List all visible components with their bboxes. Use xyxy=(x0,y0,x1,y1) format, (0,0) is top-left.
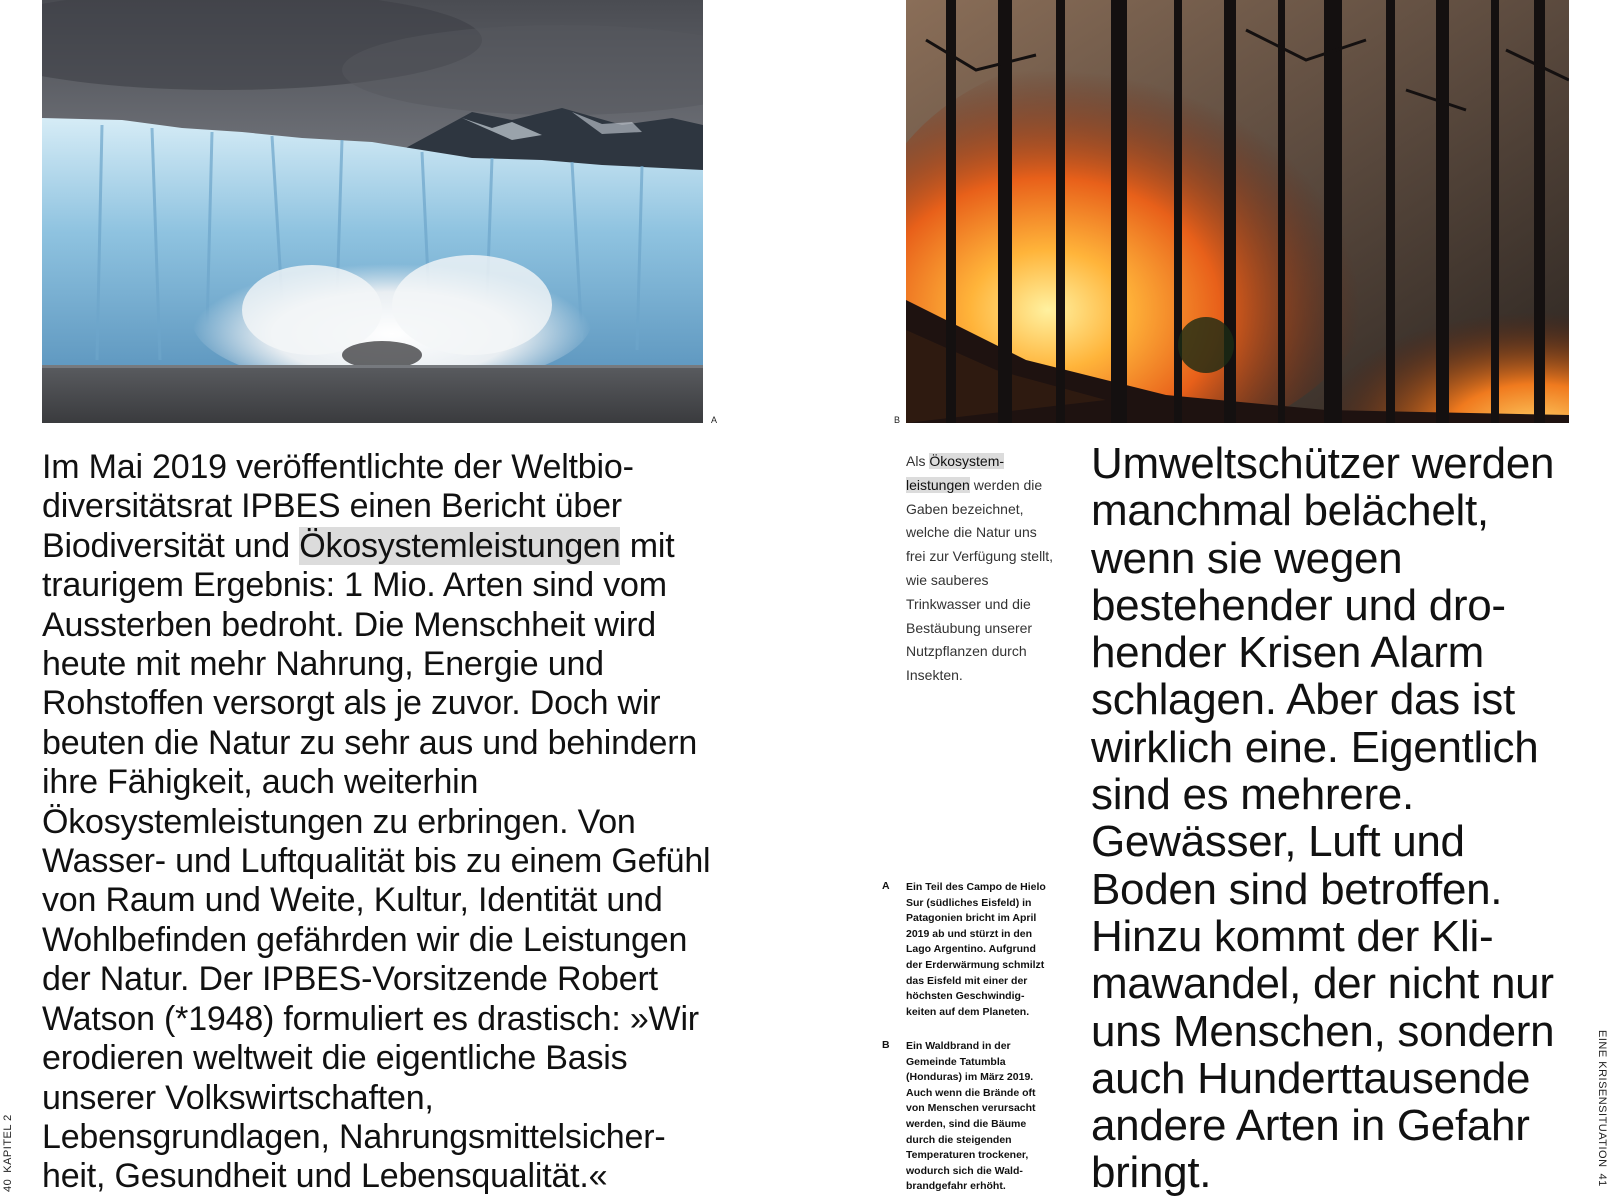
page-number-left: 40 xyxy=(2,1178,14,1192)
page-number-right: 41 xyxy=(1596,1173,1608,1187)
section-label: EINE KRISENSITUATION xyxy=(1596,1030,1608,1168)
figure-letter-a: A xyxy=(711,415,718,425)
chapter-label: KAPITEL 2 xyxy=(2,1114,14,1173)
running-head-left xyxy=(2,1103,16,1198)
caption-a xyxy=(882,880,1052,1030)
caption-a-key: A xyxy=(882,880,890,892)
body-paragraph xyxy=(42,448,714,1197)
caption-a-text: Ein Teil des Campo de Hielo Sur (südliches Eisfeld) in Patagonien bricht im April 2019 ab und stürzt in den Lago Argentino. Aufgrund der Erderwärmung schmilzt das Eisfeld mit einer der höchsten Geschwindigkeiten auf dem Planeten. xyxy=(906,881,1046,1018)
caption-b xyxy=(882,1039,1052,1199)
running-head-right xyxy=(1594,1030,1608,1200)
pull-statement: Umweltschützer werden manchmal belächelt, wenn sie wegen bestehender und drohender Krisen Alarm schlagen. Aber das ist wirklich eine. Eigentlich sind es mehrere. Gewässer, Luft und Boden sind betroffen. Hinzu kommt der Klimawandel, der nicht nur uns Menschen, sondern auch Hunderttausende andere Arten in Gefahr bringt. xyxy=(1091,439,1555,1198)
glossary-note xyxy=(906,450,1058,688)
forest-fire-image xyxy=(906,0,1569,423)
body-highlight-term: Ökosystemleistungen xyxy=(299,526,621,565)
glacier-photo xyxy=(42,0,703,423)
caption-b-text: Ein Waldbrand in der Gemeinde Tatumbla (Honduras) im März 2019. Auch wenn die Brände oft von Menschen verursacht werden, sind die Bäume durch die steigenden Temperaturen trockener, wodurch sich die Waldbrandgefahr erhöht. xyxy=(906,1040,1036,1193)
caption-b-key: B xyxy=(882,1039,890,1051)
glossary-term: Ökosystemleistungen xyxy=(906,453,1005,493)
forest-fire-photo xyxy=(906,0,1569,423)
figure-letter-b: B xyxy=(894,415,901,425)
glossary-prefix: Als xyxy=(906,453,930,469)
glacier-image xyxy=(42,0,703,423)
body-text-start: Im Mai 2019 veröffentlichte der Weltbiodiversitätsrat IPBES einen Bericht über Biodiversität und xyxy=(42,448,634,565)
body-text-end: mit traurigem Ergebnis: 1 Mio. Arten sind vom Aussterben bedroht. Die Menschheit wird heute mit mehr Nahrung, Energie und Rohstoffen versorgt als je zuvor. Doch wir beuten die Natur zu sehr aus und behindern ihre Fähigkeit, auch weiterhin Ökosystemleistungen zu erbringen. Von Wasser- und Luftqualität bis zu einem Gefühl von Raum und Weite, Kultur, Identität und Wohlbefinden gefährden wir die Leistungen der Natur. Der IPBES-Vorsitzende Robert Watson (*1948) formuliert es drastisch: »Wir erodieren weltweit die eigentliche Basis unserer Volkswirtschaften, Lebensgrundlagen, Nahrungsmittelsicherheit, Gesundheit und Lebensqualität.« xyxy=(42,526,711,1196)
glossary-definition: werden die Gaben bezeichnet, welche die Natur uns frei zur Verfügung stellt, wie sauberes Trinkwasser und die Bestäubung unserer Nutzpflanzen durch Insekten. xyxy=(906,476,1054,684)
